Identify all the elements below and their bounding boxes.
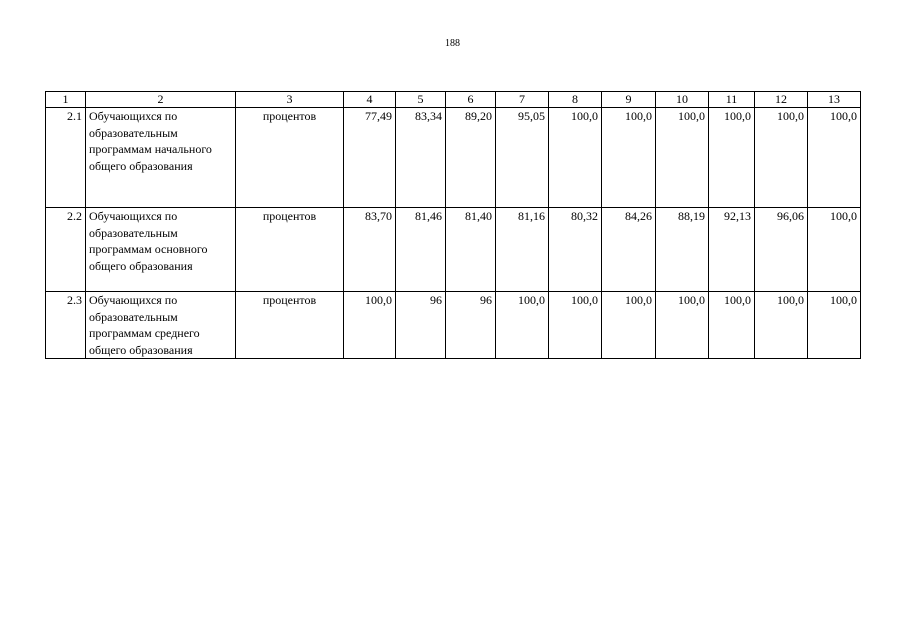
column-header: 7 bbox=[496, 92, 549, 108]
row-name: Обучающихся по образовательным программам основного общего образования bbox=[86, 208, 236, 292]
column-header: 9 bbox=[602, 92, 656, 108]
value-cell: 100,0 bbox=[344, 292, 396, 359]
page-number: 188 bbox=[445, 38, 460, 49]
column-header: 12 bbox=[755, 92, 808, 108]
value-cell: 100,0 bbox=[709, 108, 755, 208]
value-cell: 100,0 bbox=[602, 292, 656, 359]
value-cell: 100,0 bbox=[709, 292, 755, 359]
value-cell: 81,16 bbox=[496, 208, 549, 292]
value-cell: 100,0 bbox=[549, 292, 602, 359]
value-cell: 100,0 bbox=[808, 208, 861, 292]
row-code: 2.3 bbox=[46, 292, 86, 359]
column-header: 1 bbox=[46, 92, 86, 108]
value-cell: 81,46 bbox=[396, 208, 446, 292]
value-cell: 96,06 bbox=[755, 208, 808, 292]
value-cell: 92,13 bbox=[709, 208, 755, 292]
column-header: 8 bbox=[549, 92, 602, 108]
value-cell: 81,40 bbox=[446, 208, 496, 292]
column-header: 11 bbox=[709, 92, 755, 108]
column-header: 10 bbox=[656, 92, 709, 108]
value-cell: 88,19 bbox=[656, 208, 709, 292]
value-cell: 100,0 bbox=[808, 108, 861, 208]
row-code: 2.1 bbox=[46, 108, 86, 208]
column-header: 5 bbox=[396, 92, 446, 108]
value-cell: 84,26 bbox=[602, 208, 656, 292]
table-header-row bbox=[46, 92, 861, 108]
value-cell: 77,49 bbox=[344, 108, 396, 208]
table-row bbox=[46, 208, 861, 292]
row-code: 2.2 bbox=[46, 208, 86, 292]
value-cell: 100,0 bbox=[602, 108, 656, 208]
value-cell: 100,0 bbox=[755, 108, 808, 208]
value-cell: 96 bbox=[446, 292, 496, 359]
value-cell: 100,0 bbox=[549, 108, 602, 208]
column-header: 4 bbox=[344, 92, 396, 108]
value-cell: 80,32 bbox=[549, 208, 602, 292]
column-header: 6 bbox=[446, 92, 496, 108]
table-row bbox=[46, 108, 861, 208]
row-unit: процентов bbox=[236, 208, 344, 292]
row-name: Обучающихся по образовательным программам начального общего образования bbox=[86, 108, 236, 208]
value-cell: 100,0 bbox=[755, 292, 808, 359]
value-cell: 95,05 bbox=[496, 108, 549, 208]
value-cell: 83,34 bbox=[396, 108, 446, 208]
column-header: 13 bbox=[808, 92, 861, 108]
value-cell: 83,70 bbox=[344, 208, 396, 292]
value-cell: 100,0 bbox=[656, 108, 709, 208]
column-header: 2 bbox=[86, 92, 236, 108]
value-cell: 89,20 bbox=[446, 108, 496, 208]
row-name: Обучающихся по образовательным программам среднего общего образования bbox=[86, 292, 236, 359]
row-unit: процентов bbox=[236, 292, 344, 359]
value-cell: 100,0 bbox=[656, 292, 709, 359]
table-row bbox=[46, 292, 861, 359]
data-table bbox=[45, 91, 861, 359]
row-unit: процентов bbox=[236, 108, 344, 208]
value-cell: 96 bbox=[396, 292, 446, 359]
value-cell: 100,0 bbox=[808, 292, 861, 359]
column-header: 3 bbox=[236, 92, 344, 108]
value-cell: 100,0 bbox=[496, 292, 549, 359]
